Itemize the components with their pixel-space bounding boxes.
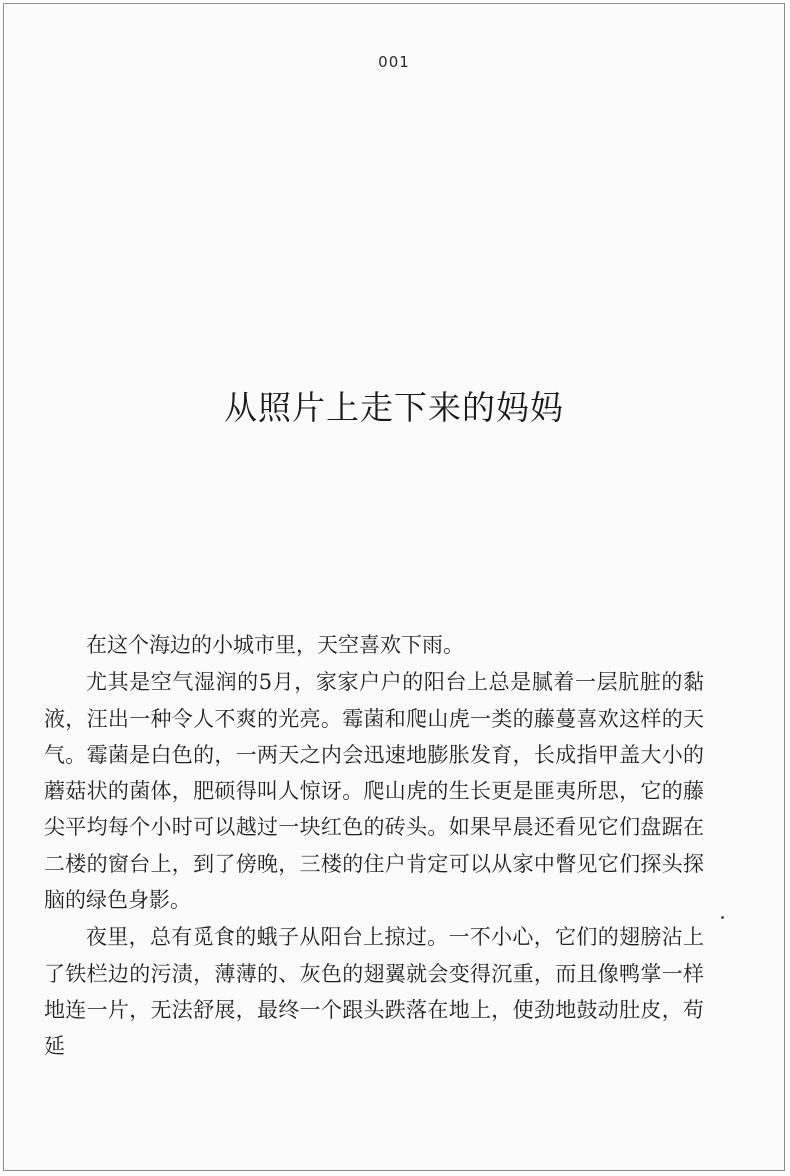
paragraph: 在这个海边的小城市里，天空喜欢下雨。 bbox=[86, 633, 464, 657]
paragraph: 尤其是空气湿润的5月，家家户户的阳台上总是腻着一层肮脏的黏液，汪出一种令人不爽的光亮。霉菌和爬山虎一类的藤蔓喜欢这样的天气。霉菌是白色的，一两天之内会迅速地膨胀发育，长成指甲盖大小的蘑菇状的菌体，肥硕得叫人惊讶。爬山虎的生长更是匪夷所思，它的藤尖平均每个小时可以越过一块红色的砖头。如果早晨还看见它们盘踞在二楼的窗台上，到了傍晚，三楼的住户肯定可以从家中瞥见它们探头探脑的绿色身影。 bbox=[44, 670, 704, 913]
chapter-title: 从照片上走下来的妈妈 bbox=[224, 388, 564, 428]
scan-speck bbox=[721, 916, 724, 919]
page-number: 001 bbox=[378, 53, 410, 71]
page bbox=[3, 3, 785, 1171]
paragraph: 夜里，总有觅食的蛾子从阳台上掠过。一不小心，它们的翅膀沾上了铁栏边的污渍，薄薄的、灰色的翅翼就会变得沉重，而且像鸭掌一样地连一片，无法舒展，最终一个跟头跌落在地上，使劲地鼓动肚皮，苟延 bbox=[44, 925, 704, 1059]
body-text bbox=[44, 627, 704, 1066]
